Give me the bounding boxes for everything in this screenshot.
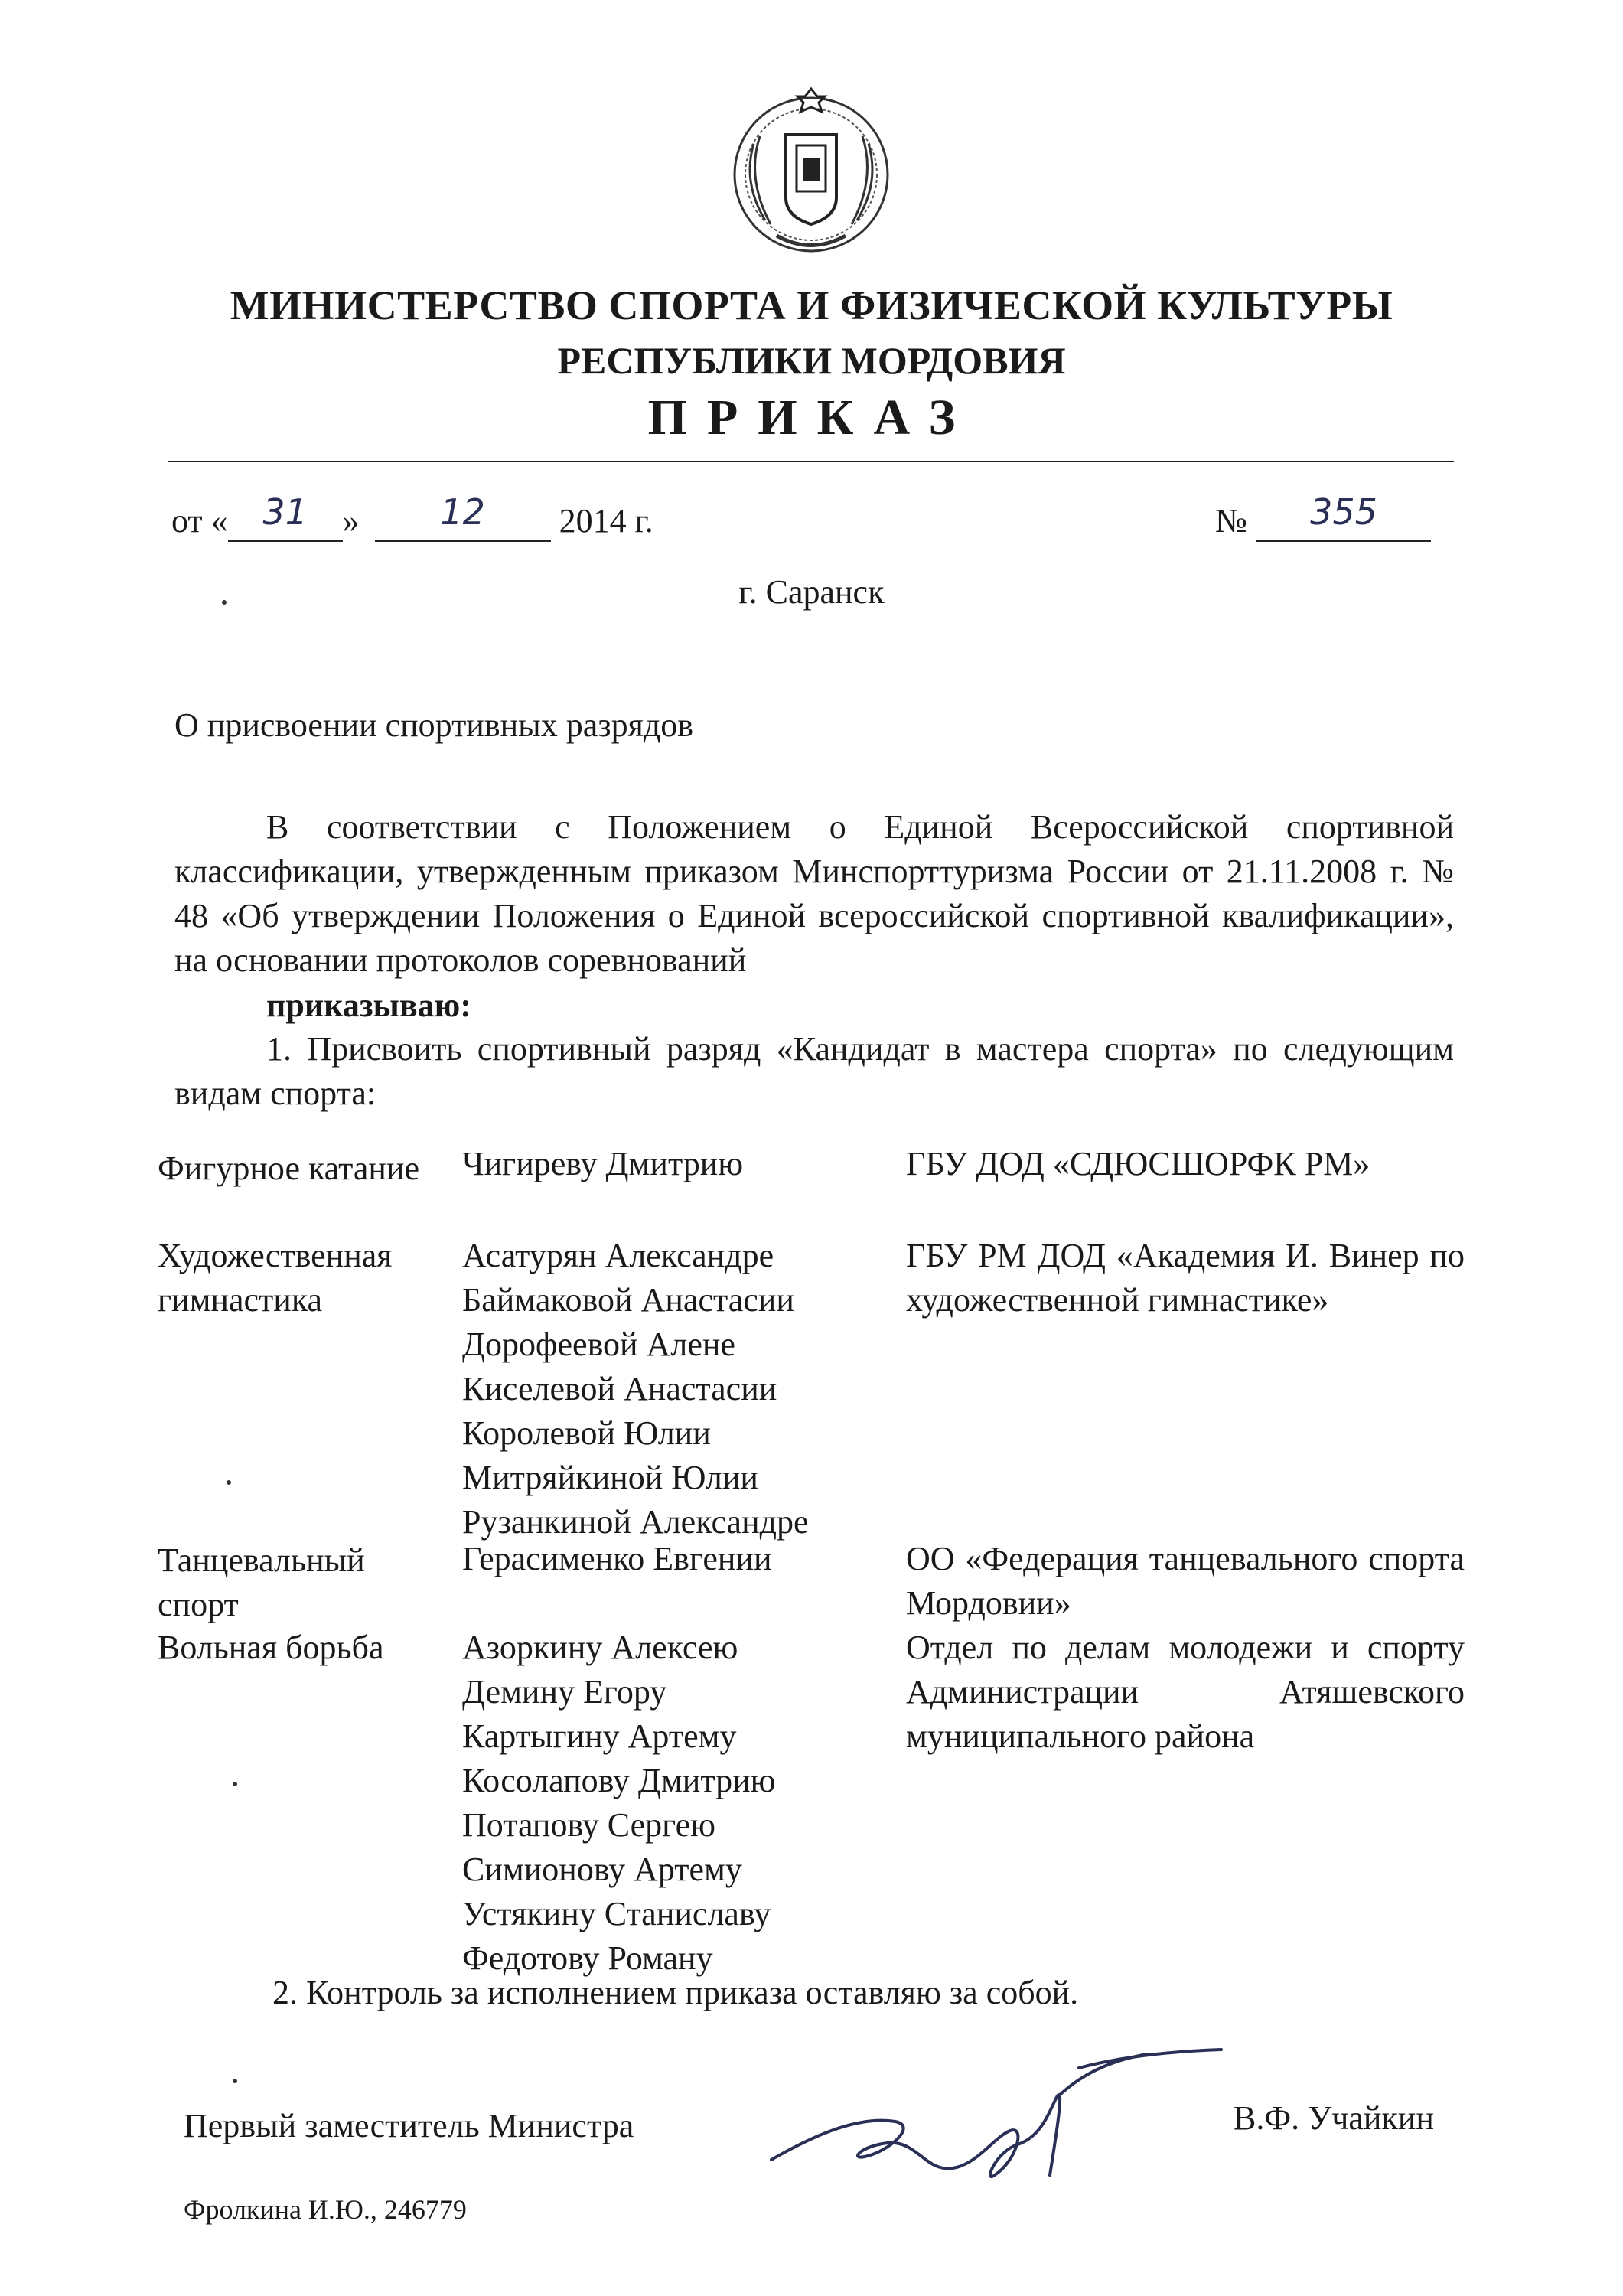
athlete-name: Асатурян Александре bbox=[462, 1237, 774, 1274]
scan-speck bbox=[233, 1782, 237, 1786]
signatory-position: Первый заместитель Министра bbox=[184, 2107, 634, 2144]
order-number-value: 355 bbox=[1310, 491, 1377, 533]
athlete-name: Демину Егору bbox=[462, 1673, 667, 1711]
order-number-line bbox=[1215, 491, 1431, 542]
sport-label: Фигурное катание bbox=[158, 1150, 419, 1187]
order-subject: О присвоении спортивных разрядов bbox=[174, 706, 694, 744]
sport-name bbox=[158, 1626, 448, 1670]
athlete-name: Рузанкиной Александре bbox=[462, 1503, 809, 1541]
athlete-name: Баймаковой Анастасии bbox=[462, 1281, 794, 1319]
coat-of-arms-emblem bbox=[723, 83, 899, 259]
athlete-name: Потапову Сергею bbox=[462, 1806, 716, 1844]
ministry-name-line1: МИНИСТЕРСТВО СПОРТА И ФИЗИЧЕСКОЙ КУЛЬТУРЫ bbox=[230, 282, 1393, 328]
date-prefix: от « bbox=[171, 502, 228, 540]
scan-speck bbox=[222, 600, 227, 605]
number-label: № bbox=[1215, 502, 1247, 540]
executor-contact: Фролкина И.Ю., 246779 bbox=[184, 2194, 467, 2225]
athlete-name: Дорофеевой Алене bbox=[462, 1326, 735, 1363]
sport-name bbox=[158, 1234, 448, 1322]
organization-label: ГБУ РМ ДОД «Академия И. Винер по художественной гимнастике» bbox=[906, 1237, 1465, 1319]
athlete-list bbox=[462, 1537, 891, 1581]
sport-label: Танцевальный спорт bbox=[158, 1541, 365, 1623]
preamble-paragraph: В соответствии с Положением о Единой Всероссийской спортивной классификации, утвержденным приказом Минспорттуризма России от 21.11.2008 г. № 48 «Об утверждении Положения о Единой всероссийской спортивной квалификации», на основании протоколов соревнований bbox=[174, 808, 1454, 979]
organization bbox=[906, 1626, 1465, 1759]
date-day-value: 31 bbox=[262, 491, 308, 533]
athlete-name: Азоркину Алексею bbox=[462, 1629, 738, 1666]
handwritten-signature bbox=[765, 2045, 1224, 2198]
scan-speck bbox=[227, 1480, 231, 1485]
athlete-name: Симионову Артему bbox=[462, 1851, 742, 1888]
city: г. Саранск bbox=[738, 573, 885, 611]
athlete-name: Митряйкиной Юлии bbox=[462, 1459, 758, 1496]
athlete-list bbox=[462, 1234, 891, 1544]
athlete-list bbox=[462, 1142, 891, 1186]
item-1: 1. Присвоить спортивный разряд «Кандидат в мастера спорта» по следующим видам спорта: bbox=[174, 1030, 1454, 1112]
organization bbox=[906, 1537, 1465, 1626]
date-month-value: 12 bbox=[440, 491, 485, 533]
date-quote-close: » bbox=[342, 502, 360, 540]
document-type-title: ПРИКАЗ bbox=[647, 390, 976, 445]
athlete-name: Киселевой Анастасии bbox=[462, 1370, 777, 1407]
date-month-field bbox=[375, 491, 551, 542]
date-day-field bbox=[228, 491, 343, 542]
organization-label: Отдел по делам молодежи и спорту Администрации Атяшевского муниципального района bbox=[906, 1629, 1465, 1755]
organization bbox=[906, 1142, 1465, 1186]
ministry-name-line2: РЕСПУБЛИКИ МОРДОВИЯ bbox=[557, 339, 1066, 382]
athlete-name: Косолапову Дмитрию bbox=[462, 1762, 776, 1799]
sport-label: Вольная борьба bbox=[158, 1629, 384, 1666]
athlete-name: Королевой Юлии bbox=[462, 1414, 711, 1452]
athlete-list bbox=[462, 1626, 891, 1981]
date-year: 2014 г. bbox=[559, 502, 653, 540]
scan-speck bbox=[233, 2079, 237, 2083]
order-number-field bbox=[1256, 491, 1431, 542]
organization-label: ОО «Федерация танцевального спорта Мордовии» bbox=[906, 1540, 1465, 1622]
organization-label: ГБУ ДОД «СДЮСШОРФК РМ» bbox=[906, 1145, 1370, 1182]
athlete-name: Герасименко Евгении bbox=[462, 1540, 772, 1577]
date-line bbox=[171, 491, 653, 542]
athlete-name: Картыгину Артему bbox=[462, 1717, 737, 1755]
organization bbox=[906, 1234, 1465, 1322]
sport-label: Художественная гимнастика bbox=[158, 1237, 393, 1319]
sport-name bbox=[158, 1146, 448, 1191]
item-2: 2. Контроль за исполнением приказа оставляю за собой. bbox=[272, 1974, 1079, 2011]
header-divider bbox=[168, 461, 1454, 462]
athlete-name: Федотову Роману bbox=[462, 1939, 713, 1977]
athlete-name: Устякину Станиславу bbox=[462, 1895, 771, 1932]
order-word: приказываю: bbox=[266, 987, 471, 1024]
sport-name bbox=[158, 1538, 448, 1627]
signatory-name: В.Ф. Учайкин bbox=[1234, 2099, 1434, 2137]
athlete-name: Чигиреву Дмитрию bbox=[462, 1145, 744, 1182]
